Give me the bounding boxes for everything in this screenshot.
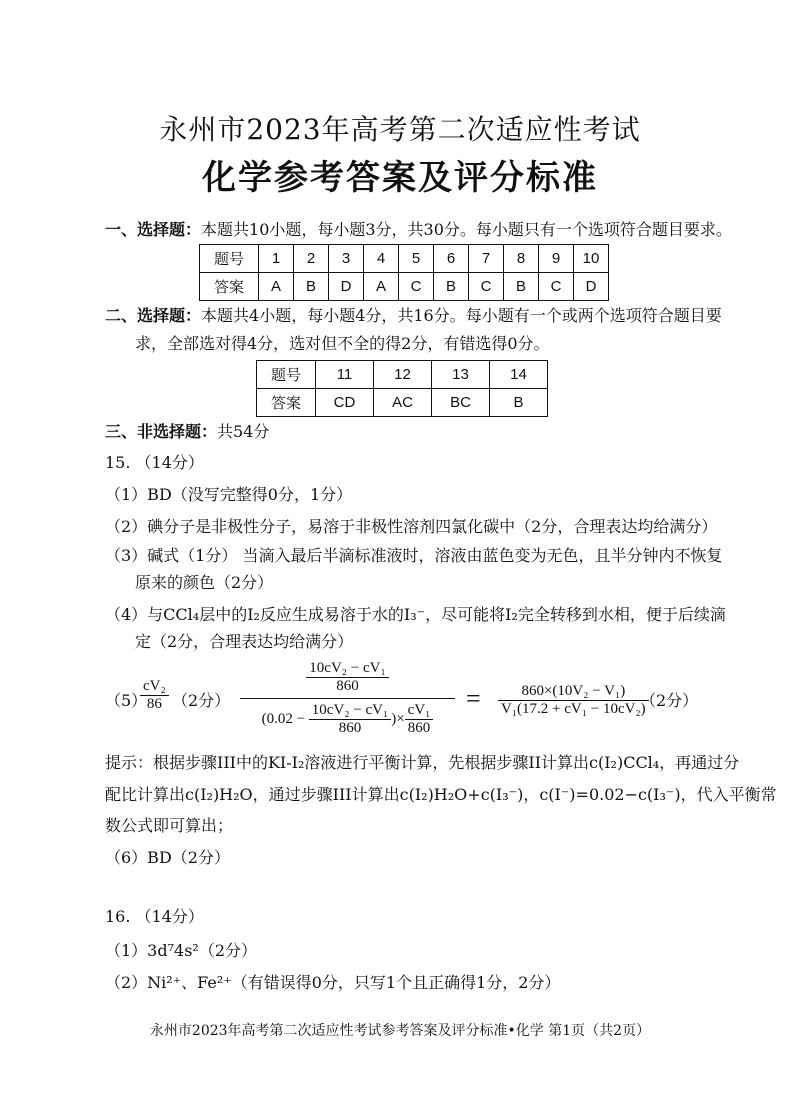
- q15-part3-line1: （3）碱式（1分） 当滴入最后半滴标准液时，溶液由蓝色变为无色，且半分钟内不恢复: [105, 546, 723, 565]
- q15-part2: （2）碘分子是非极性分子，易溶于非极性溶剂四氯化碳中（2分，合理表达均给满分）: [105, 517, 718, 536]
- den-frac-numerator: 10cV₂ − cV₁: [309, 702, 391, 720]
- big-fraction-denominator: [240, 699, 455, 737]
- inner-numerator: 10cV₂ − cV₁: [306, 660, 388, 678]
- table-cell: B: [294, 273, 329, 301]
- table-cell: 5: [399, 245, 434, 273]
- table-cell: 13: [432, 361, 490, 389]
- q15-heading: 15. （14分）: [105, 453, 204, 472]
- den-mid: )×: [391, 710, 405, 727]
- section2-text-line2: 求，全部选对得4分，选对但不全的得2分，有错选得0分。: [135, 334, 550, 353]
- table-cell: 1: [259, 245, 294, 273]
- result-numerator: 860×(10V₂ − V₁): [498, 683, 649, 701]
- page-footer: 永州市2023年高考第二次适应性考试参考答案及评分标准•化学 第1页（共2页）: [149, 1023, 651, 1039]
- section1-answer-table: [199, 244, 609, 301]
- row-label-answer: 答案: [200, 273, 259, 301]
- q16-part1: （1）3d⁷4s²（2分）: [105, 941, 258, 960]
- section2-intro: [105, 305, 722, 327]
- q15-part5-label: （5）: [105, 691, 148, 710]
- section1-intro: [105, 219, 732, 241]
- equals-sign: =: [466, 684, 481, 713]
- table-cell: 9: [539, 245, 574, 273]
- table-cell: B: [490, 389, 548, 417]
- q15-part5-big-fraction: [240, 660, 455, 737]
- table-cell: C: [469, 273, 504, 301]
- den-prefix: (0.02 −: [261, 710, 306, 727]
- table-cell: A: [259, 273, 294, 301]
- q15-part5-score2: （2分）: [640, 691, 699, 710]
- section3-intro: [105, 421, 269, 443]
- q15-part6: （6）BD（2分）: [105, 848, 230, 867]
- row-label-number: 题号: [200, 245, 259, 273]
- hint-line3: 数公式即可算出；: [105, 816, 234, 835]
- section2-answer-table: [256, 360, 548, 417]
- table-cell: A: [364, 273, 399, 301]
- section3-text: 共54分: [217, 422, 270, 441]
- hint-line2: 配比计算出c(I₂)H₂O，通过步骤III计算出c(I₂)H₂O+c(I₃⁻)，c(I⁻)=0.02−c(I₃⁻)，代入平衡常: [105, 785, 777, 804]
- table-cell: AC: [374, 389, 432, 417]
- q15-part5-score: （2分）: [172, 691, 231, 710]
- q15-part5-answer-fraction: [140, 678, 169, 713]
- section2-text-line1: 本题共4小题，每小题4分，共16分。每小题有一个或两个选项符合题目要: [201, 306, 722, 325]
- section2-label: 二、选择题：: [105, 306, 202, 325]
- table-row: [200, 245, 609, 273]
- fraction-numerator: cV₂: [140, 678, 169, 696]
- table-cell: 12: [374, 361, 432, 389]
- table-cell: 8: [504, 245, 539, 273]
- row-label-number: 题号: [257, 361, 316, 389]
- q15-part5-result-fraction: [498, 683, 649, 718]
- table-row: [200, 273, 609, 301]
- q16-part2: （2）Ni²⁺、Fe²⁺（有错误得0分，只写1个且正确得1分，2分）: [105, 973, 561, 992]
- table-cell: 4: [364, 245, 399, 273]
- table-cell: BC: [432, 389, 490, 417]
- title-line1: 永州市2023年高考第二次适应性考试: [159, 113, 641, 146]
- section1-text: 本题共10小题，每小题3分，共30分。每小题只有一个选项符合题目要求。: [201, 220, 732, 239]
- table-cell: CD: [316, 389, 374, 417]
- q16-heading: 16. （14分）: [105, 907, 204, 926]
- table-cell: D: [329, 273, 364, 301]
- table-cell: C: [539, 273, 574, 301]
- section3-label: 三、非选择题：: [105, 422, 218, 441]
- inner-denominator: 860: [336, 678, 359, 694]
- table-cell: 3: [329, 245, 364, 273]
- fraction-denominator: 86: [146, 696, 162, 712]
- hint-line1: 提示：根据步骤III中的KI-I₂溶液进行平衡计算，先根据步骤II计算出c(I₂)CCl₄，再通过分: [105, 753, 740, 772]
- section1-label: 一、选择题：: [105, 220, 202, 239]
- table-cell: B: [434, 273, 469, 301]
- den-frac2-numerator: cV₁: [405, 702, 434, 720]
- table-cell: 2: [294, 245, 329, 273]
- table-cell: 14: [490, 361, 548, 389]
- title-line2: 化学参考答案及评分标准: [202, 158, 598, 198]
- table-row: [257, 389, 548, 417]
- table-cell: B: [504, 273, 539, 301]
- table-cell: D: [574, 273, 609, 301]
- table-cell: 7: [469, 245, 504, 273]
- table-cell: 10: [574, 245, 609, 273]
- q15-part4-line1: （4）与CCl₄层中的I₂反应生成易溶于水的I₃⁻，尽可能将I₂完全转移到水相，便于后续滴: [105, 605, 726, 624]
- result-denominator: V₁(17.2 + cV₁ − 10cV₂): [501, 701, 646, 717]
- q15-part3-line2: 原来的颜色（2分）: [135, 573, 274, 592]
- big-fraction-numerator: [240, 660, 455, 699]
- q15-part1: （1）BD（没写完整得0分，1分）: [105, 485, 353, 504]
- table-row: [257, 361, 548, 389]
- table-cell: 6: [434, 245, 469, 273]
- row-label-answer: 答案: [257, 389, 316, 417]
- den-frac2-denominator: 860: [407, 720, 431, 736]
- q15-part4-line2: 定（2分，合理表达均给满分）: [135, 632, 354, 651]
- den-frac-denominator: 860: [338, 720, 362, 736]
- table-cell: C: [399, 273, 434, 301]
- table-cell: 11: [316, 361, 374, 389]
